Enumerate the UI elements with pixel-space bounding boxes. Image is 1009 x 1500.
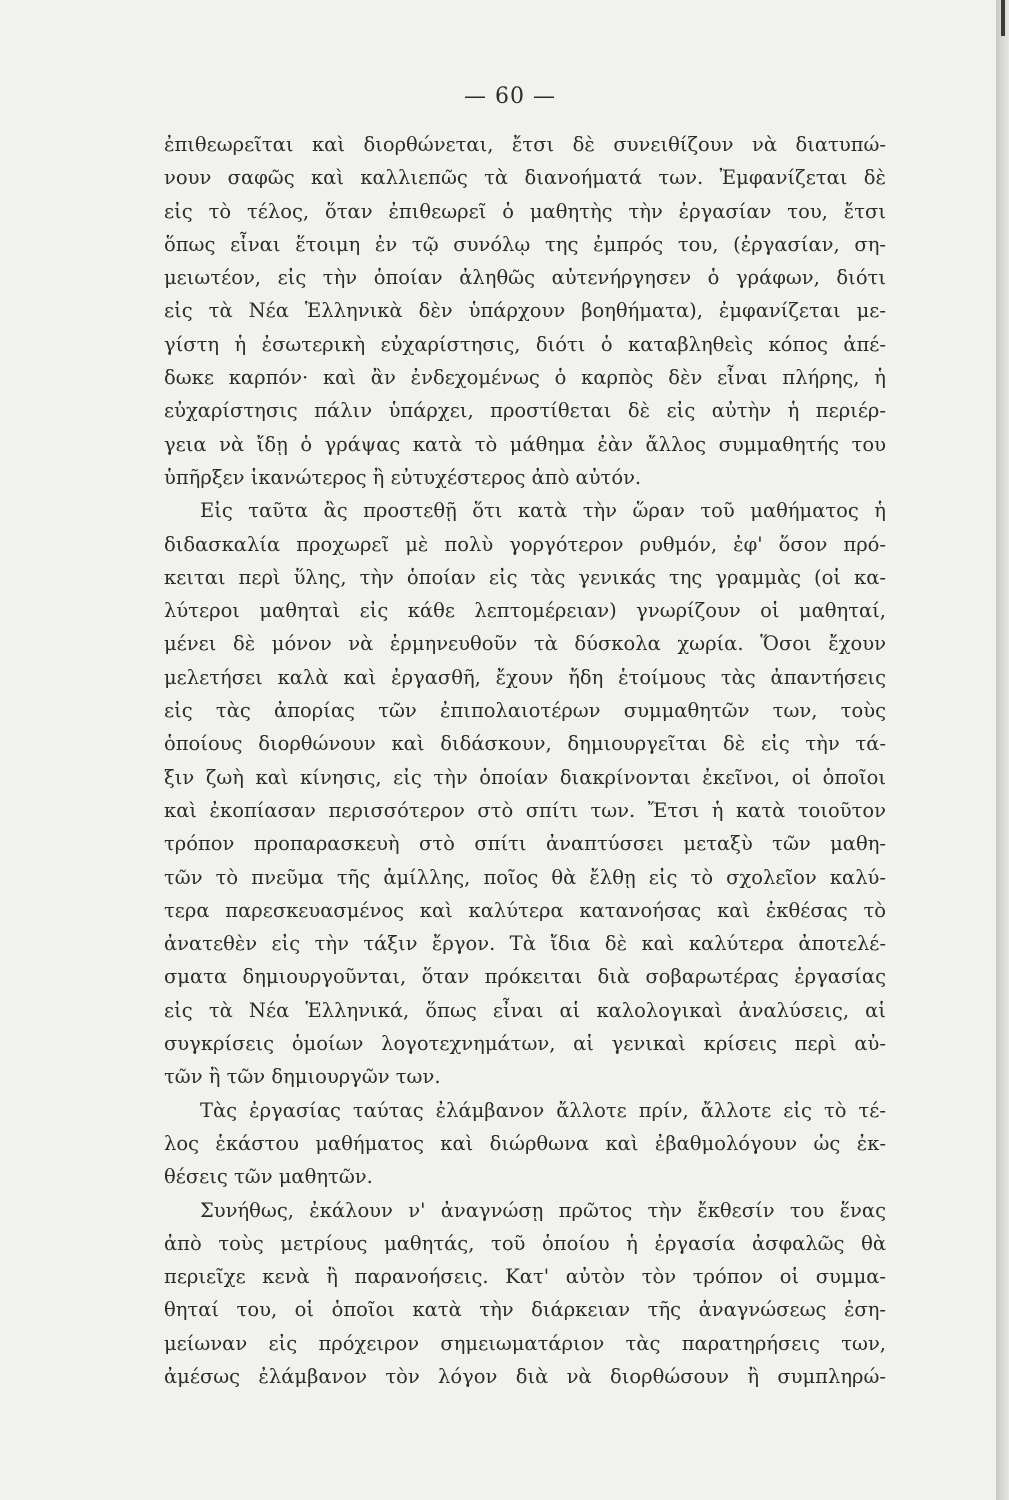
text-line: μειωτέον, εἰς τὴν ὁποίαν ἀληθῶς αὐτενήργησεν ὁ γράφων, διότι <box>164 266 886 290</box>
text-line: λος ἑκάστου μαθήματος καὶ διώρθωνα καὶ ἐβαθμολόγουν ὡς ἐκ- <box>164 1131 886 1155</box>
text-line: διδασκαλία προχωρεῖ μὲ πολὺ γοργότερον ρυθμόν, ἐφ' ὅσον πρό- <box>164 532 886 556</box>
text-line: εὐχαρίστησις πάλιν ὑπάρχει, προστίθεται δὲ εἰς αὐτὴν ἡ περιέρ- <box>164 399 886 423</box>
text-line: περιεῖχε κενὰ ἢ παρανοήσεις. Κατ' αὐτὸν τὸν τρόπον οἱ συμμα- <box>164 1265 886 1289</box>
text-line: εἰς τὰ Νέα Ἑλληνικά, ὅπως εἶναι αἱ καλολογικαὶ ἀναλύσεις, αἱ <box>164 998 886 1022</box>
text-line: Τὰς ἐργασίας ταύτας ἐλάμβανον ἄλλοτε πρίν, ἄλλοτε εἰς τὸ τέ- <box>200 1098 886 1122</box>
text-line: ξιν ζωὴ καὶ κίνησις, εἰς τὴν ὁποίαν διακρίνονται ἐκεῖνοι, οἱ ὁποῖοι <box>164 765 886 789</box>
text-line: εἰς τὸ τέλος, ὅταν ἐπιθεωρεῖ ὁ μαθητὴς τὴν ἐργασίαν του, ἔτσι <box>164 199 886 223</box>
text-line: λύτεροι μαθηταὶ εἰς κάθε λεπτομέρειαν) γνωρίζουν οἱ μαθηταί, <box>164 599 886 623</box>
body-text <box>164 128 886 1393</box>
text-line: εἰς τὰς ἀπορίας τῶν ἐπιπολαιοτέρων συμμαθητῶν των, τοὺς <box>164 699 886 723</box>
page-number: — 60 — <box>464 84 556 109</box>
page-edge-shadow <box>996 0 1009 1500</box>
text-line: τῶν τὸ πνεῦμα τῆς ἁμίλλης, ποῖος θὰ ἔλθῃ εἰς τὸ σχολεῖον καλύ- <box>164 865 886 889</box>
text-line: γεια νὰ ἴδῃ ὁ γράψας κατὰ τὸ μάθημα ἐὰν ἄλλος συμμαθητής του <box>164 432 886 456</box>
text-line: ὅπως εἶναι ἕτοιμη ἐν τῷ συνόλῳ της ἐμπρός του, (ἐργασίαν, ση- <box>164 232 886 256</box>
text-line: θηταί του, οἱ ὁποῖοι κατὰ τὴν διάρκειαν τῆς ἀναγνώσεως ἐση- <box>164 1298 886 1322</box>
text-line: νουν σαφῶς καὶ καλλιεπῶς τὰ διανοήματά των. Ἐμφανίζεται δὲ <box>164 166 886 190</box>
text-line: Εἰς ταῦτα ἂς προστεθῇ ὅτι κατὰ τὴν ὥραν τοῦ μαθήματος ἡ <box>200 499 886 523</box>
text-line: θέσεις τῶν μαθητῶν. <box>164 1165 373 1189</box>
text-line: μένει δὲ μόνον νὰ ἑρμηνευθοῦν τὰ δύσκολα χωρία. Ὅσοι ἔχουν <box>164 632 886 656</box>
text-line: τερα παρεσκευασμένος καὶ καλύτερα κατανοήσας καὶ ἐκθέσας τὸ <box>164 898 886 922</box>
text-line: ἀμέσως ἐλάμβανον τὸν λόγον διὰ νὰ διορθώσουν ἢ συμπληρώ- <box>164 1364 886 1388</box>
text-line: ὁποίους διορθώνουν καὶ διδάσκουν, δημιουργεῖται δὲ εἰς τὴν τά- <box>164 732 886 756</box>
text-line: ὑπῆρξεν ἱκανώτερος ἢ εὐτυχέστερος ἀπὸ αὐτόν. <box>164 465 642 489</box>
text-line: τῶν ἢ τῶν δημιουργῶν των. <box>164 1065 441 1089</box>
text-line: εἰς τὰ Νέα Ἑλληνικὰ δὲν ὑπάρχουν βοηθήματα), ἐμφανίζεται με- <box>164 299 886 323</box>
text-line: συγκρίσεις ὁμοίων λογοτεχνημάτων, αἱ γενικαὶ κρίσεις περὶ αὐ- <box>164 1032 886 1056</box>
text-line: Συνήθως, ἐκάλουν ν' ἀναγνώσῃ πρῶτος τὴν ἔκθεσίν του ἕνας <box>200 1198 886 1222</box>
text-line: κειται περὶ ὕλης, τὴν ὁποίαν εἰς τὰς γενικάς της γραμμὰς (οἱ κα- <box>164 565 886 589</box>
scan-edge-mark <box>1001 0 1005 36</box>
text-line: τρόπον προπαρασκευὴ στὸ σπίτι ἀναπτύσσει μεταξὺ τῶν μαθη- <box>164 832 886 856</box>
text-line: ἀνατεθὲν εἰς τὴν τάξιν ἔργον. Τὰ ἴδια δὲ καὶ καλύτερα ἀποτελέ- <box>164 932 886 956</box>
text-line: σματα δημιουργοῦνται, ὅταν πρόκειται διὰ σοβαρωτέρας ἐργασίας <box>164 965 886 989</box>
text-line: ἐπιθεωρεῖται καὶ διορθώνεται, ἔτσι δὲ συνειθίζουν νὰ διατυπώ- <box>164 133 886 156</box>
text-line: καὶ ἐκοπίασαν περισσότερον στὸ σπίτι των. Ἔτσι ἡ κατὰ τοιοῦτον <box>164 798 886 822</box>
text-line: μείωναν εἰς πρόχειρον σημειωματάριον τὰς παρατηρήσεις των, <box>164 1331 886 1355</box>
text-line: μελετήσει καλὰ καὶ ἐργασθῆ, ἔχουν ἤδη ἑτοίμους τὰς ἀπαντήσεις <box>164 665 886 689</box>
text-line: γίστη ἡ ἐσωτερικὴ εὐχαρίστησις, διότι ὁ καταβληθεὶς κόπος ἀπέ- <box>164 332 886 356</box>
text-line: ἀπὸ τοὺς μετρίους μαθητάς, τοῦ ὁποίου ἡ ἐργασία ἀσφαλῶς θὰ <box>164 1231 886 1255</box>
text-line: δωκε καρπόν· καὶ ἂν ἐνδεχομένως ὁ καρπὸς δὲν εἶναι πλήρης, ἡ <box>164 366 886 390</box>
